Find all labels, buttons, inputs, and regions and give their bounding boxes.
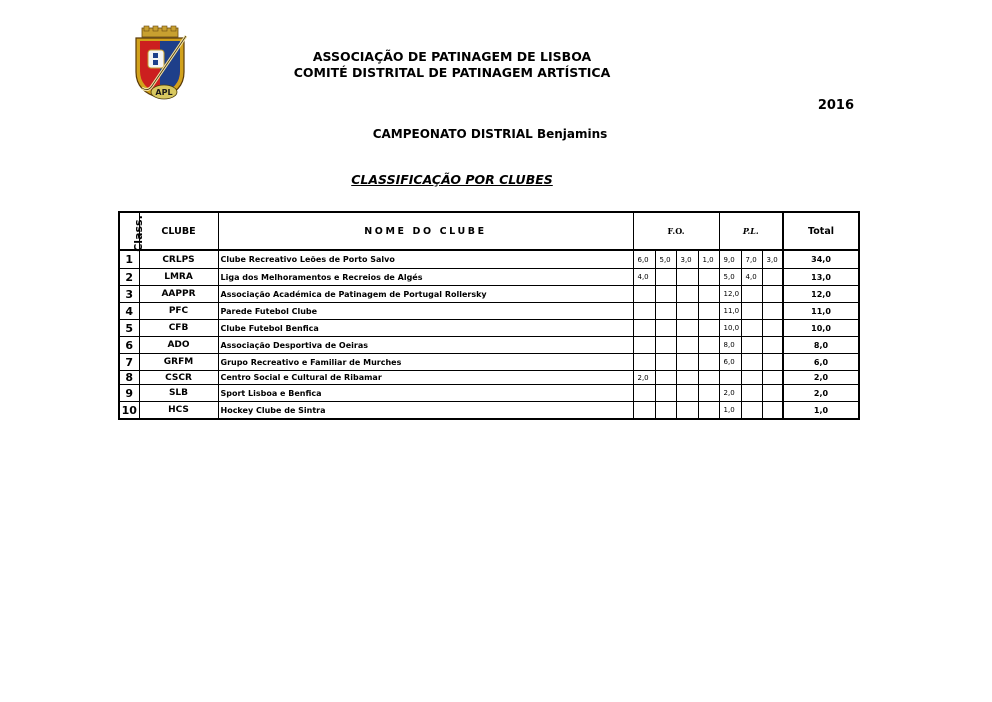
apl-crest-logo [128, 26, 194, 102]
club-code-cell: CRLPS [139, 250, 218, 269]
table-row [119, 269, 859, 286]
score-cell [676, 354, 698, 371]
rank-cell: 4 [119, 303, 139, 320]
table-row [119, 337, 859, 354]
score-cell [741, 354, 762, 371]
score-cell [762, 385, 783, 402]
total-cell: 12,0 [783, 286, 859, 303]
score-cell [698, 303, 719, 320]
table-row [119, 354, 859, 371]
score-cell [655, 337, 676, 354]
club-code-cell: CSCR [139, 371, 218, 385]
rank-cell: 6 [119, 337, 139, 354]
score-cell [741, 303, 762, 320]
score-cell [676, 303, 698, 320]
club-code-cell: AAPPR [139, 286, 218, 303]
classification-subtitle: CLASSIFICAÇÃO POR CLUBES [351, 172, 553, 187]
club-name-cell: Hockey Clube de Sintra [218, 402, 633, 420]
club-name-cell: Centro Social e Cultural de Ribamar [218, 371, 633, 385]
score-cell [655, 354, 676, 371]
association-title: ASSOCIAÇÃO DE PATINAGEM DE LISBOA [312, 49, 592, 64]
score-cell [698, 269, 719, 286]
score-cell [676, 320, 698, 337]
header-club: CLUBE [139, 212, 218, 250]
club-name-cell: Liga dos Melhoramentos e Recreios de Algés [218, 269, 633, 286]
club-classification-table [118, 211, 860, 420]
score-cell [698, 402, 719, 420]
club-code-cell: LMRA [139, 269, 218, 286]
score-cell [676, 371, 698, 385]
club-code-cell: SLB [139, 385, 218, 402]
rank-cell: 7 [119, 354, 139, 371]
score-cell [633, 286, 655, 303]
score-cell [698, 320, 719, 337]
score-cell [676, 385, 698, 402]
score-cell [676, 269, 698, 286]
table-row [119, 385, 859, 402]
total-cell: 10,0 [783, 320, 859, 337]
club-name-cell: Associação Desportiva de Oeiras [218, 337, 633, 354]
table-row [119, 371, 859, 385]
score-cell [655, 371, 676, 385]
club-name-cell: Grupo Recreativo e Familiar de Murches [218, 354, 633, 371]
total-cell: 2,0 [783, 385, 859, 402]
rank-cell: 8 [119, 371, 139, 385]
score-cell [655, 303, 676, 320]
club-code-cell: GRFM [139, 354, 218, 371]
total-cell: 34,0 [783, 250, 859, 269]
score-cell [762, 337, 783, 354]
score-cell [698, 337, 719, 354]
score-cell: 5,0 [719, 269, 741, 286]
total-cell: 2,0 [783, 371, 859, 385]
total-cell: 13,0 [783, 269, 859, 286]
score-cell [762, 286, 783, 303]
rank-cell: 1 [119, 250, 139, 269]
score-cell [741, 286, 762, 303]
table-header-row [119, 212, 859, 250]
score-cell: 3,0 [762, 250, 783, 269]
score-cell [633, 337, 655, 354]
score-cell [762, 269, 783, 286]
score-cell: 2,0 [719, 385, 741, 402]
score-cell [676, 286, 698, 303]
score-cell [762, 320, 783, 337]
club-name-cell: Sport Lisboa e Benfica [218, 385, 633, 402]
club-code-cell: PFC [139, 303, 218, 320]
header-club-name: NOME DO CLUBE [218, 212, 633, 250]
score-cell [762, 402, 783, 420]
header-pl: P.L. [719, 212, 783, 250]
table-row [119, 250, 859, 269]
club-name-cell: Clube Recreativo Leões de Porto Salvo [218, 250, 633, 269]
score-cell: 2,0 [633, 371, 655, 385]
championship-title: CAMPEONATO DISTRIAL Benjamins [372, 127, 608, 141]
score-cell [633, 354, 655, 371]
score-cell [655, 320, 676, 337]
score-cell: 11,0 [719, 303, 741, 320]
score-cell: 8,0 [719, 337, 741, 354]
score-cell [655, 286, 676, 303]
club-code-cell: CFB [139, 320, 218, 337]
score-cell: 5,0 [655, 250, 676, 269]
score-cell [762, 371, 783, 385]
score-cell [741, 320, 762, 337]
score-cell [655, 385, 676, 402]
total-cell: 6,0 [783, 354, 859, 371]
score-cell [741, 337, 762, 354]
club-name-cell: Associação Académica de Patinagem de Portugal Rollersky [218, 286, 633, 303]
score-cell [633, 402, 655, 420]
rank-cell: 10 [119, 402, 139, 420]
total-cell: 1,0 [783, 402, 859, 420]
committee-title: COMITÉ DISTRITAL DE PATINAGEM ARTÍSTICA [293, 65, 611, 80]
score-cell: 3,0 [676, 250, 698, 269]
score-cell [698, 354, 719, 371]
score-cell: 1,0 [719, 402, 741, 420]
score-cell [676, 337, 698, 354]
score-cell: 4,0 [741, 269, 762, 286]
club-name-cell: Clube Futebol Benfica [218, 320, 633, 337]
score-cell: 10,0 [719, 320, 741, 337]
total-cell: 8,0 [783, 337, 859, 354]
header-total: Total [783, 212, 859, 250]
score-cell [655, 402, 676, 420]
table-row [119, 402, 859, 420]
score-cell [719, 371, 741, 385]
score-cell: 6,0 [719, 354, 741, 371]
total-cell: 11,0 [783, 303, 859, 320]
club-code-cell: HCS [139, 402, 218, 420]
score-cell: 12,0 [719, 286, 741, 303]
year-label: 2016 [817, 98, 854, 113]
score-cell [633, 385, 655, 402]
score-cell [698, 286, 719, 303]
score-cell: 9,0 [719, 250, 741, 269]
rank-cell: 9 [119, 385, 139, 402]
table-row [119, 286, 859, 303]
header-fo: F.O. [633, 212, 719, 250]
score-cell [633, 303, 655, 320]
club-code-cell: ADO [139, 337, 218, 354]
score-cell [698, 371, 719, 385]
table-row [119, 303, 859, 320]
score-cell [762, 354, 783, 371]
rank-cell: 2 [119, 269, 139, 286]
table-row [119, 320, 859, 337]
score-cell [762, 303, 783, 320]
rank-cell: 3 [119, 286, 139, 303]
header-class: Class. [119, 212, 139, 250]
score-cell [741, 402, 762, 420]
club-name-cell: Parede Futebol Clube [218, 303, 633, 320]
score-cell [633, 320, 655, 337]
rank-cell: 5 [119, 320, 139, 337]
score-cell [655, 269, 676, 286]
score-cell: 7,0 [741, 250, 762, 269]
score-cell [741, 371, 762, 385]
apl-logo-lettering: APL [155, 88, 173, 97]
score-cell [676, 402, 698, 420]
score-cell [698, 385, 719, 402]
score-cell [741, 385, 762, 402]
score-cell: 6,0 [633, 250, 655, 269]
score-cell: 1,0 [698, 250, 719, 269]
score-cell: 4,0 [633, 269, 655, 286]
